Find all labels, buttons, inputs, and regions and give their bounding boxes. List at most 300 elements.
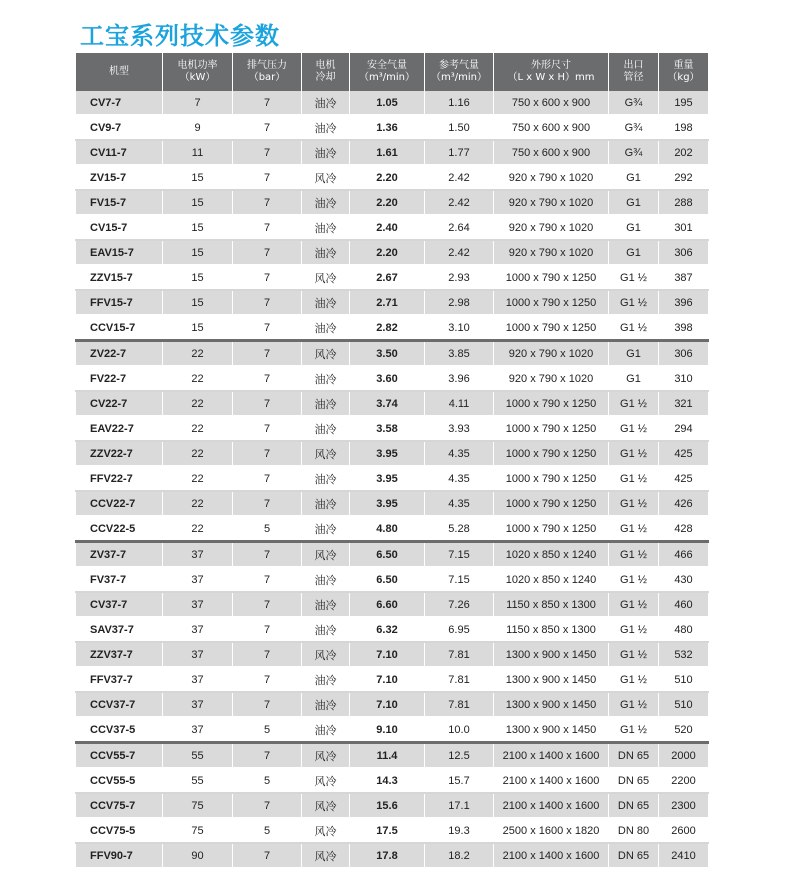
- cell-cooling: 油冷: [302, 667, 350, 692]
- cell-ref-flow: 3.10: [425, 315, 494, 341]
- header-outlet: 出口 管径: [609, 53, 659, 91]
- cell-outlet: G1 ½: [609, 617, 659, 642]
- cell-ref-flow: 7.26: [425, 592, 494, 617]
- cell-model: CV22-7: [76, 391, 163, 416]
- cell-dimensions: 1000 x 790 x 1250: [494, 290, 609, 315]
- cell-outlet: G1 ½: [609, 315, 659, 341]
- cell-dimensions: 1020 x 850 x 1240: [494, 567, 609, 592]
- cell-pressure: 7: [233, 642, 302, 667]
- cell-weight: 387: [659, 265, 709, 290]
- cell-weight: 2300: [659, 793, 709, 818]
- cell-ref-flow: 7.15: [425, 542, 494, 568]
- cell-cooling: 风冷: [302, 542, 350, 568]
- cell-dimensions: 750 x 600 x 900: [494, 140, 609, 165]
- cell-ref-flow: 4.35: [425, 441, 494, 466]
- cell-ref-flow: 2.64: [425, 215, 494, 240]
- table-row: [76, 240, 709, 265]
- cell-cooling: 风冷: [302, 818, 350, 843]
- cell-weight: 321: [659, 391, 709, 416]
- cell-dimensions: 1300 x 900 x 1450: [494, 717, 609, 743]
- cell-model: EAV15-7: [76, 240, 163, 265]
- cell-weight: 198: [659, 115, 709, 140]
- cell-outlet: G1 ½: [609, 567, 659, 592]
- cell-power: 22: [163, 491, 233, 516]
- cell-weight: 430: [659, 567, 709, 592]
- cell-cooling: 油冷: [302, 717, 350, 743]
- cell-ref-flow: 2.42: [425, 165, 494, 190]
- table-row: [76, 793, 709, 818]
- cell-outlet: G1: [609, 190, 659, 215]
- cell-model: ZV15-7: [76, 165, 163, 190]
- table-row: [76, 843, 709, 868]
- cell-weight: 2410: [659, 843, 709, 868]
- cell-ref-flow: 1.16: [425, 91, 494, 115]
- cell-outlet: G1 ½: [609, 391, 659, 416]
- cell-pressure: 7: [233, 491, 302, 516]
- cell-power: 7: [163, 91, 233, 115]
- cell-weight: 306: [659, 341, 709, 367]
- cell-weight: 310: [659, 366, 709, 391]
- cell-cooling: 风冷: [302, 441, 350, 466]
- cell-pressure: 7: [233, 366, 302, 391]
- table-body: [76, 91, 709, 868]
- cell-pressure: 7: [233, 416, 302, 441]
- cell-ref-flow: 12.5: [425, 743, 494, 769]
- cell-model: CV37-7: [76, 592, 163, 617]
- cell-power: 55: [163, 768, 233, 793]
- cell-power: 37: [163, 642, 233, 667]
- cell-dimensions: 1000 x 790 x 1250: [494, 491, 609, 516]
- cell-model: EAV22-7: [76, 416, 163, 441]
- cell-power: 37: [163, 667, 233, 692]
- cell-ref-flow: 4.35: [425, 491, 494, 516]
- cell-power: 75: [163, 818, 233, 843]
- cell-pressure: 7: [233, 617, 302, 642]
- cell-cooling: 风冷: [302, 341, 350, 367]
- cell-power: 22: [163, 466, 233, 491]
- table-row: [76, 592, 709, 617]
- cell-pressure: 7: [233, 341, 302, 367]
- cell-weight: 425: [659, 441, 709, 466]
- cell-dimensions: 920 x 790 x 1020: [494, 165, 609, 190]
- cell-pressure: 7: [233, 743, 302, 769]
- cell-power: 37: [163, 617, 233, 642]
- cell-dimensions: 2100 x 1400 x 1600: [494, 843, 609, 868]
- cell-outlet: G1 ½: [609, 542, 659, 568]
- cell-pressure: 7: [233, 793, 302, 818]
- cell-pressure: 5: [233, 818, 302, 843]
- cell-power: 37: [163, 692, 233, 717]
- cell-model: ZZV15-7: [76, 265, 163, 290]
- cell-power: 15: [163, 315, 233, 341]
- cell-pressure: 5: [233, 768, 302, 793]
- cell-dimensions: 1300 x 900 x 1450: [494, 642, 609, 667]
- cell-power: 37: [163, 542, 233, 568]
- cell-outlet: G1 ½: [609, 466, 659, 491]
- spec-table: [75, 53, 709, 869]
- table-row: [76, 542, 709, 568]
- cell-weight: 2000: [659, 743, 709, 769]
- cell-outlet: G1 ½: [609, 516, 659, 542]
- cell-dimensions: 1020 x 850 x 1240: [494, 542, 609, 568]
- cell-pressure: 7: [233, 466, 302, 491]
- cell-power: 90: [163, 843, 233, 868]
- cell-dimensions: 1150 x 850 x 1300: [494, 592, 609, 617]
- cell-outlet: G1: [609, 341, 659, 367]
- cell-model: FFV22-7: [76, 466, 163, 491]
- cell-weight: 288: [659, 190, 709, 215]
- cell-cooling: 油冷: [302, 592, 350, 617]
- cell-ref-flow: 19.3: [425, 818, 494, 843]
- cell-outlet: G1: [609, 366, 659, 391]
- cell-cooling: 油冷: [302, 215, 350, 240]
- cell-model: CCV75-5: [76, 818, 163, 843]
- cell-safe-flow: 6.32: [350, 617, 425, 642]
- cell-model: FFV15-7: [76, 290, 163, 315]
- cell-weight: 510: [659, 667, 709, 692]
- cell-ref-flow: 3.93: [425, 416, 494, 441]
- cell-outlet: G1 ½: [609, 592, 659, 617]
- cell-safe-flow: 2.20: [350, 165, 425, 190]
- cell-weight: 398: [659, 315, 709, 341]
- cell-cooling: 风冷: [302, 265, 350, 290]
- table-row: [76, 215, 709, 240]
- cell-power: 22: [163, 341, 233, 367]
- cell-model: SAV37-7: [76, 617, 163, 642]
- cell-power: 11: [163, 140, 233, 165]
- cell-model: CCV22-7: [76, 491, 163, 516]
- cell-weight: 294: [659, 416, 709, 441]
- cell-power: 15: [163, 165, 233, 190]
- cell-pressure: 7: [233, 140, 302, 165]
- cell-dimensions: 1000 x 790 x 1250: [494, 441, 609, 466]
- cell-safe-flow: 3.50: [350, 341, 425, 367]
- cell-model: CV7-7: [76, 91, 163, 115]
- cell-dimensions: 920 x 790 x 1020: [494, 366, 609, 391]
- cell-ref-flow: 5.28: [425, 516, 494, 542]
- cell-cooling: 油冷: [302, 190, 350, 215]
- header-dimensions: 外形尺寸 （L x W x H）mm: [494, 53, 609, 91]
- cell-weight: 2200: [659, 768, 709, 793]
- cell-cooling: 油冷: [302, 91, 350, 115]
- cell-pressure: 7: [233, 567, 302, 592]
- cell-model: FV22-7: [76, 366, 163, 391]
- cell-model: CCV37-7: [76, 692, 163, 717]
- table-row: [76, 416, 709, 441]
- cell-cooling: 油冷: [302, 366, 350, 391]
- cell-dimensions: 1000 x 790 x 1250: [494, 265, 609, 290]
- cell-safe-flow: 2.20: [350, 240, 425, 265]
- cell-model: CCV37-5: [76, 717, 163, 743]
- cell-model: ZZV37-7: [76, 642, 163, 667]
- table-row: [76, 391, 709, 416]
- cell-model: CCV22-5: [76, 516, 163, 542]
- cell-safe-flow: 2.82: [350, 315, 425, 341]
- cell-power: 9: [163, 115, 233, 140]
- cell-pressure: 5: [233, 516, 302, 542]
- cell-pressure: 7: [233, 91, 302, 115]
- table-row: [76, 491, 709, 516]
- cell-model: CV11-7: [76, 140, 163, 165]
- cell-pressure: 7: [233, 391, 302, 416]
- cell-safe-flow: 3.95: [350, 491, 425, 516]
- cell-cooling: 油冷: [302, 567, 350, 592]
- cell-outlet: DN 65: [609, 843, 659, 868]
- cell-ref-flow: 2.42: [425, 240, 494, 265]
- cell-dimensions: 750 x 600 x 900: [494, 115, 609, 140]
- table-row: [76, 717, 709, 743]
- cell-safe-flow: 6.50: [350, 567, 425, 592]
- cell-cooling: 油冷: [302, 617, 350, 642]
- cell-safe-flow: 1.05: [350, 91, 425, 115]
- table-row: [76, 567, 709, 592]
- cell-dimensions: 1000 x 790 x 1250: [494, 516, 609, 542]
- table-row: [76, 165, 709, 190]
- cell-outlet: G1: [609, 215, 659, 240]
- cell-safe-flow: 1.61: [350, 140, 425, 165]
- header-model: 机型: [76, 53, 163, 91]
- cell-power: 22: [163, 391, 233, 416]
- cell-model: CV15-7: [76, 215, 163, 240]
- cell-cooling: 风冷: [302, 642, 350, 667]
- cell-outlet: G1 ½: [609, 290, 659, 315]
- cell-ref-flow: 1.77: [425, 140, 494, 165]
- cell-dimensions: 1300 x 900 x 1450: [494, 692, 609, 717]
- cell-dimensions: 920 x 790 x 1020: [494, 190, 609, 215]
- cell-weight: 426: [659, 491, 709, 516]
- cell-cooling: 风冷: [302, 165, 350, 190]
- cell-ref-flow: 18.2: [425, 843, 494, 868]
- cell-outlet: DN 65: [609, 793, 659, 818]
- table-row: [76, 190, 709, 215]
- cell-power: 15: [163, 240, 233, 265]
- cell-weight: 396: [659, 290, 709, 315]
- cell-ref-flow: 7.15: [425, 567, 494, 592]
- cell-pressure: 7: [233, 115, 302, 140]
- cell-safe-flow: 11.4: [350, 743, 425, 769]
- cell-power: 15: [163, 215, 233, 240]
- header-weight: 重量 （kg）: [659, 53, 709, 91]
- cell-pressure: 7: [233, 692, 302, 717]
- table-row: [76, 366, 709, 391]
- table-row: [76, 667, 709, 692]
- cell-ref-flow: 2.98: [425, 290, 494, 315]
- cell-safe-flow: 2.67: [350, 265, 425, 290]
- cell-dimensions: 1000 x 790 x 1250: [494, 416, 609, 441]
- cell-safe-flow: 9.10: [350, 717, 425, 743]
- cell-outlet: DN 65: [609, 768, 659, 793]
- cell-power: 15: [163, 290, 233, 315]
- cell-power: 15: [163, 265, 233, 290]
- cell-cooling: 风冷: [302, 743, 350, 769]
- cell-safe-flow: 17.5: [350, 818, 425, 843]
- cell-cooling: 油冷: [302, 315, 350, 341]
- cell-safe-flow: 14.3: [350, 768, 425, 793]
- cell-weight: 520: [659, 717, 709, 743]
- cell-outlet: G1 ½: [609, 416, 659, 441]
- cell-ref-flow: 1.50: [425, 115, 494, 140]
- cell-model: ZZV22-7: [76, 441, 163, 466]
- cell-power: 22: [163, 516, 233, 542]
- table-row: [76, 692, 709, 717]
- cell-safe-flow: 2.20: [350, 190, 425, 215]
- cell-weight: 480: [659, 617, 709, 642]
- cell-ref-flow: 7.81: [425, 692, 494, 717]
- cell-ref-flow: 4.11: [425, 391, 494, 416]
- cell-outlet: G1 ½: [609, 441, 659, 466]
- header-ref-flow: 参考气量 （m³/min）: [425, 53, 494, 91]
- cell-model: CCV55-5: [76, 768, 163, 793]
- cell-ref-flow: 6.95: [425, 617, 494, 642]
- cell-weight: 510: [659, 692, 709, 717]
- cell-safe-flow: 3.95: [350, 466, 425, 491]
- cell-cooling: 油冷: [302, 466, 350, 491]
- cell-model: FFV90-7: [76, 843, 163, 868]
- cell-cooling: 油冷: [302, 692, 350, 717]
- cell-safe-flow: 1.36: [350, 115, 425, 140]
- cell-outlet: G1: [609, 165, 659, 190]
- cell-safe-flow: 7.10: [350, 642, 425, 667]
- header-pressure: 排气压力 （bar）: [233, 53, 302, 91]
- cell-dimensions: 1000 x 790 x 1250: [494, 391, 609, 416]
- cell-weight: 195: [659, 91, 709, 115]
- cell-outlet: G1 ½: [609, 717, 659, 743]
- cell-cooling: 油冷: [302, 115, 350, 140]
- cell-weight: 301: [659, 215, 709, 240]
- cell-cooling: 风冷: [302, 793, 350, 818]
- cell-ref-flow: 4.35: [425, 466, 494, 491]
- table-row: [76, 768, 709, 793]
- cell-dimensions: 2100 x 1400 x 1600: [494, 793, 609, 818]
- cell-safe-flow: 3.95: [350, 441, 425, 466]
- header-safe-flow: 安全气量 （m³/min）: [350, 53, 425, 91]
- cell-ref-flow: 7.81: [425, 642, 494, 667]
- cell-ref-flow: 17.1: [425, 793, 494, 818]
- cell-power: 37: [163, 717, 233, 743]
- cell-weight: 425: [659, 466, 709, 491]
- cell-safe-flow: 3.60: [350, 366, 425, 391]
- cell-cooling: 油冷: [302, 140, 350, 165]
- table-row: [76, 140, 709, 165]
- table-row: [76, 642, 709, 667]
- cell-pressure: 7: [233, 667, 302, 692]
- cell-outlet: G1: [609, 240, 659, 265]
- cell-cooling: 油冷: [302, 491, 350, 516]
- cell-cooling: 风冷: [302, 768, 350, 793]
- cell-model: FFV37-7: [76, 667, 163, 692]
- cell-model: FV15-7: [76, 190, 163, 215]
- cell-outlet: G¾: [609, 91, 659, 115]
- table-row: [76, 617, 709, 642]
- cell-model: CV9-7: [76, 115, 163, 140]
- cell-power: 22: [163, 416, 233, 441]
- cell-outlet: G¾: [609, 140, 659, 165]
- cell-weight: 202: [659, 140, 709, 165]
- cell-pressure: 7: [233, 190, 302, 215]
- cell-model: FV37-7: [76, 567, 163, 592]
- table-row: [76, 516, 709, 542]
- table-row: [76, 265, 709, 290]
- cell-power: 22: [163, 441, 233, 466]
- cell-ref-flow: 15.7: [425, 768, 494, 793]
- cell-outlet: G1 ½: [609, 265, 659, 290]
- cell-ref-flow: 2.42: [425, 190, 494, 215]
- cell-pressure: 7: [233, 542, 302, 568]
- cell-weight: 292: [659, 165, 709, 190]
- cell-cooling: 油冷: [302, 290, 350, 315]
- cell-safe-flow: 7.10: [350, 692, 425, 717]
- table-row: [76, 91, 709, 115]
- cell-safe-flow: 2.40: [350, 215, 425, 240]
- cell-power: 55: [163, 743, 233, 769]
- cell-pressure: 7: [233, 592, 302, 617]
- table-row: [76, 315, 709, 341]
- cell-pressure: 7: [233, 165, 302, 190]
- cell-safe-flow: 17.8: [350, 843, 425, 868]
- cell-safe-flow: 15.6: [350, 793, 425, 818]
- cell-outlet: G1 ½: [609, 642, 659, 667]
- cell-cooling: 油冷: [302, 416, 350, 441]
- cell-weight: 532: [659, 642, 709, 667]
- table-row: [76, 341, 709, 367]
- cell-dimensions: 1000 x 790 x 1250: [494, 315, 609, 341]
- table-row: [76, 743, 709, 769]
- cell-pressure: 7: [233, 290, 302, 315]
- cell-dimensions: 920 x 790 x 1020: [494, 240, 609, 265]
- cell-weight: 466: [659, 542, 709, 568]
- cell-ref-flow: 3.85: [425, 341, 494, 367]
- cell-outlet: G¾: [609, 115, 659, 140]
- table-row: [76, 290, 709, 315]
- cell-ref-flow: 7.81: [425, 667, 494, 692]
- cell-model: CCV75-7: [76, 793, 163, 818]
- cell-safe-flow: 4.80: [350, 516, 425, 542]
- cell-outlet: G1 ½: [609, 692, 659, 717]
- cell-power: 75: [163, 793, 233, 818]
- header-cooling: 电机 冷却: [302, 53, 350, 91]
- cell-model: ZV22-7: [76, 341, 163, 367]
- cell-dimensions: 920 x 790 x 1020: [494, 215, 609, 240]
- cell-dimensions: 920 x 790 x 1020: [494, 341, 609, 367]
- cell-dimensions: 1300 x 900 x 1450: [494, 667, 609, 692]
- cell-ref-flow: 3.96: [425, 366, 494, 391]
- cell-pressure: 5: [233, 717, 302, 743]
- cell-safe-flow: 2.71: [350, 290, 425, 315]
- cell-outlet: G1 ½: [609, 667, 659, 692]
- cell-pressure: 7: [233, 215, 302, 240]
- cell-model: CCV15-7: [76, 315, 163, 341]
- cell-outlet: DN 80: [609, 818, 659, 843]
- cell-model: CCV55-7: [76, 743, 163, 769]
- header-power: 电机功率 （kW）: [163, 53, 233, 91]
- cell-dimensions: 2100 x 1400 x 1600: [494, 743, 609, 769]
- page-title: 工宝系列技术参数: [80, 22, 280, 50]
- cell-ref-flow: 10.0: [425, 717, 494, 743]
- cell-outlet: DN 65: [609, 743, 659, 769]
- header-row: [76, 53, 709, 91]
- cell-cooling: 风冷: [302, 843, 350, 868]
- cell-pressure: 7: [233, 315, 302, 341]
- cell-cooling: 油冷: [302, 391, 350, 416]
- cell-safe-flow: 3.74: [350, 391, 425, 416]
- cell-ref-flow: 2.93: [425, 265, 494, 290]
- cell-power: 37: [163, 567, 233, 592]
- cell-cooling: 油冷: [302, 240, 350, 265]
- cell-dimensions: 2100 x 1400 x 1600: [494, 768, 609, 793]
- cell-outlet: G1 ½: [609, 491, 659, 516]
- cell-power: 37: [163, 592, 233, 617]
- table-row: [76, 441, 709, 466]
